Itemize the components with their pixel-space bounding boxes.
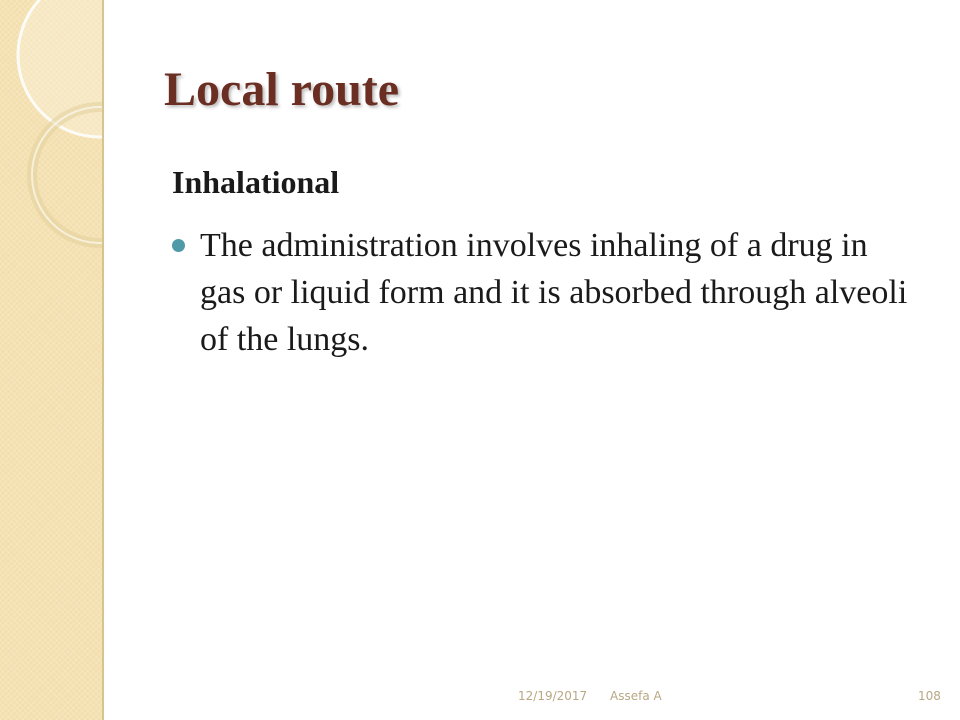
bullet-text: The administration involves inhaling of a drug in gas or liquid form and it is absorbed through alveoli of the lungs. — [200, 227, 908, 358]
slide-title: Local route — [164, 63, 400, 116]
footer-author: Assefa A — [610, 689, 662, 703]
slide-subheading: Inhalational — [172, 164, 340, 200]
bullet-list-item — [172, 222, 912, 363]
bullet-icon — [172, 239, 185, 252]
footer-date: 12/19/2017 — [518, 689, 588, 703]
decorative-sidebar — [0, 0, 104, 720]
footer-page-number: 108 — [918, 689, 941, 703]
sidebar-circles-decoration — [0, 0, 104, 720]
